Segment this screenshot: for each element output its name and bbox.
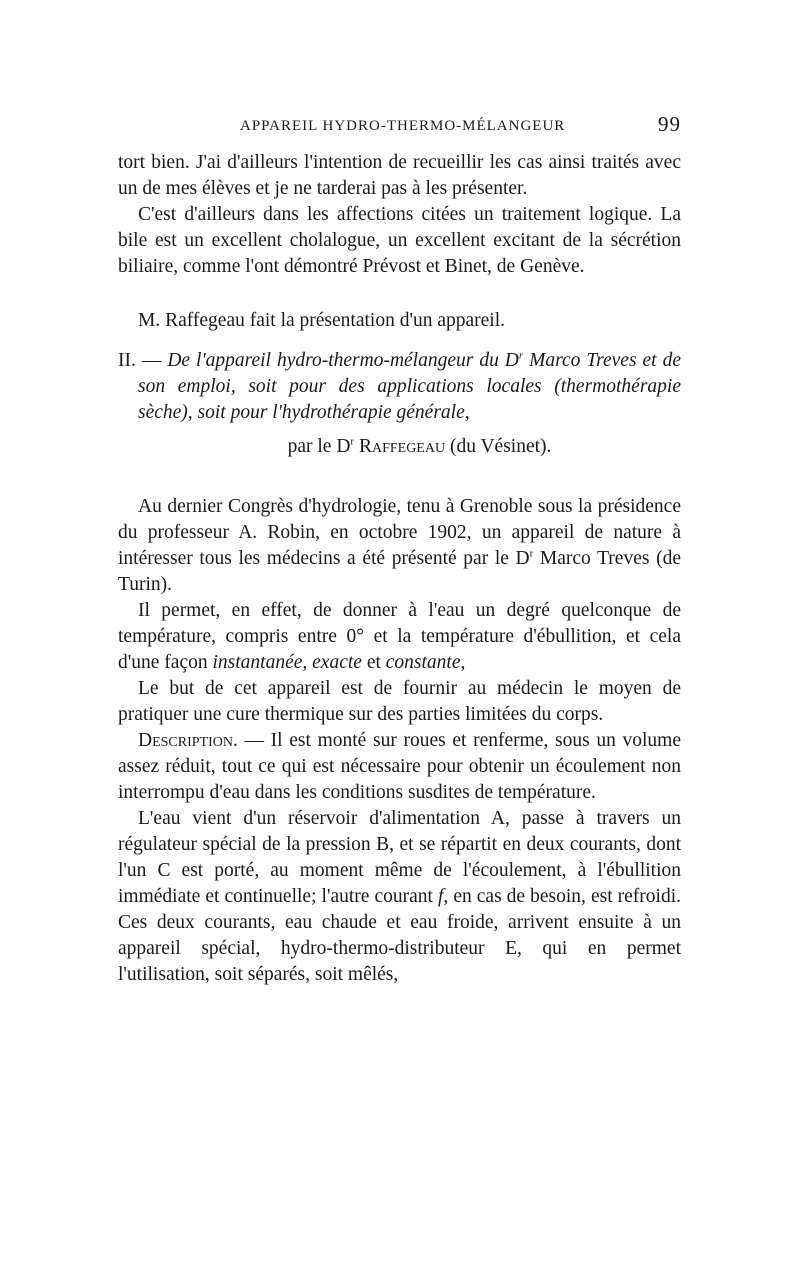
paragraph-text: Au dernier Congrès d'hydrologie, tenu à Grenoble sous la présidence du professeur A. Robin, en octobre 1902, un appareil de nature à intéresser tous les médecins a été présenté par le D [118,495,681,569]
paragraph: Le but de cet appareil est de fournir au médecin le moyen de pratiquer une cure thermique sur des parties limitées du corps. [118,677,681,725]
paragraph [118,728,681,806]
byline-prefix: par le D [287,436,351,457]
paragraph-text: L'eau vient d'un réservoir d'alimentation A, passe à travers un régulateur spécial de la pression B, et se répartit en deux courants, dont l'un C est porté, au moment même de l'écoulement, à l'ébullition immédiate et continuelle; l'autre courant [118,807,681,907]
superscript: r [529,547,534,559]
spacer [118,280,681,308]
paragraph-text: , en cas de besoin, est refroidi. Ces deux courants, eau chaude et eau froide, arrivent ensuite à un appareil spécial, hydro-thermo-distributeur E, qui en permet l'utilisation, soit séparés, soit mêlés, [118,885,681,985]
byline-suffix: (du Vésinet). [445,436,552,457]
article-title-sup: r [518,349,524,362]
running-head [118,112,681,142]
article-number: II. — [118,350,168,371]
spacer [118,480,681,494]
paragraph [118,806,681,988]
paragraph-text: . — Il est monté sur roues et renferme, sous un volume assez réduit, tout ce qui est nécessaire pour obtenir un écoulement non interrompu d'eau dans les conditions susdites de température. [118,729,681,803]
emphasis: constante [385,651,461,673]
paragraph: C'est d'ailleurs dans les affections citées un traitement logique. La bile est un excellent cholalogue, un excellent excitant de la sécrétion biliaire, comme l'ont démontré Prévost et Binet, de Genève. [118,204,681,277]
article-title-part1: De l'appareil hydro-thermo-mélangeur du D [167,350,519,371]
paragraph [118,598,681,676]
running-title: APPAREIL HYDRO-THERMO-MÉLANGEUR [240,118,566,134]
article-title-part2: Marco Treves et de son emploi, soit pour des applications locales (thermothérapie sèche), soit pour l'hydrothérapie générale, [138,350,681,423]
paragraph-text: Il permet, en effet, de donner à l'eau un degré quelconque de température, compris entre 0° et la température d'ébullition, et cela d'une façon [118,599,681,673]
paragraph-text: , [460,651,466,673]
section-label: Description [138,729,233,751]
paragraph: M. Raffegeau fait la présentation d'un appareil. [138,310,506,331]
article-title [118,348,681,426]
book-page [118,112,681,988]
byline-author: Raffegeau [358,436,446,457]
emphasis: instantanée, exacte [212,651,362,673]
paragraph-text: Marco Treves (de Turin). [118,547,681,595]
paragraph [118,494,681,598]
page-number: 99 [658,112,681,136]
article-byline [118,434,681,460]
byline-sup: r [350,435,355,448]
paragraph: tort bien. J'ai d'ailleurs l'intention de recueillir les cas ainsi traités avec un de mes élèves et je ne tarderai pas à les présenter. [118,152,681,199]
spacer [118,334,681,348]
paragraph-text: et [361,651,386,673]
emphasis: f [437,885,444,907]
